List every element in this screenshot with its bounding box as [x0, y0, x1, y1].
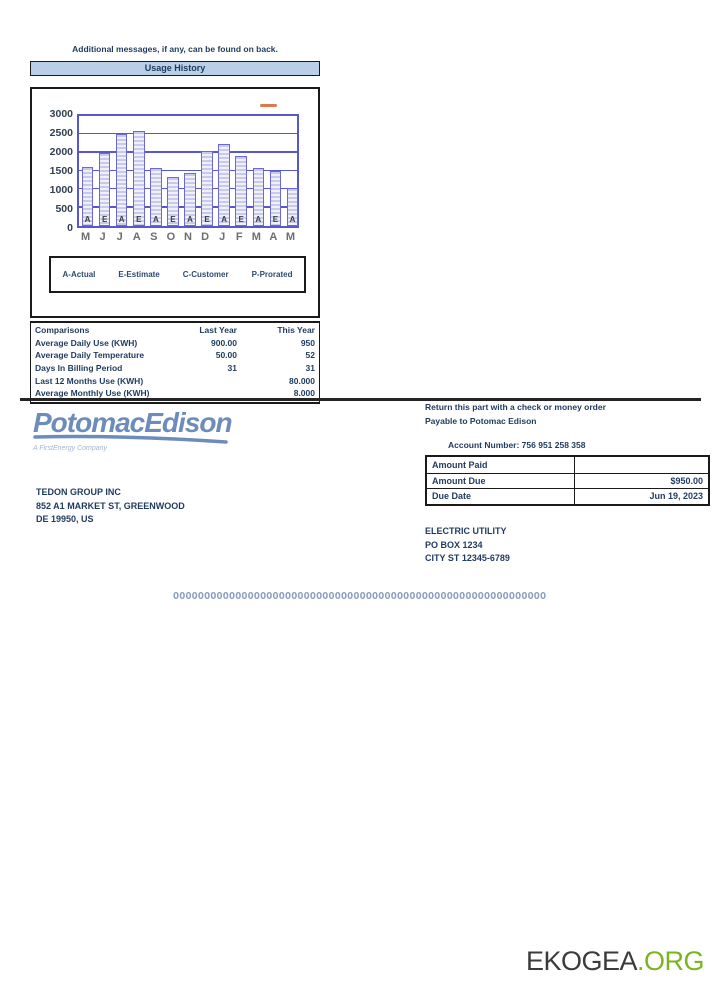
reading-code-label: A	[84, 215, 91, 224]
usage-bar	[184, 173, 196, 226]
chart-x-axis	[77, 231, 299, 245]
table-row	[31, 337, 319, 350]
reading-code-label: A	[187, 215, 193, 224]
y-tick-label: 0	[67, 222, 73, 234]
comparisons-header-this-year: This Year	[277, 325, 315, 336]
reading-code-label: A	[221, 215, 228, 224]
remit-instruction-1: Return this part with a check or money order	[425, 402, 606, 412]
amount-paid-row	[427, 457, 708, 473]
row-label: Average Daily Temperature	[35, 350, 145, 361]
gridline	[79, 133, 297, 135]
footer-brand	[526, 946, 704, 977]
y-tick-label: 1500	[49, 165, 73, 177]
row-this-year: 8.000	[293, 388, 315, 399]
usage-bar	[133, 131, 145, 226]
y-tick-label: 3000	[49, 108, 73, 120]
row-label: Average Daily Use (KWH)	[35, 337, 138, 348]
table-row	[31, 349, 319, 362]
row-last-year: 50.00	[215, 350, 237, 361]
x-tick-label: M	[285, 231, 296, 243]
row-this-year: 31	[305, 363, 315, 374]
logo-tagline: A FirstEnergy Company	[33, 445, 108, 452]
due-date-row	[427, 488, 708, 504]
row-this-year: 52	[305, 350, 315, 361]
row-label: Average Monthly Use (KWH)	[35, 388, 150, 399]
y-tick-label: 2500	[49, 127, 73, 139]
reading-code-label: E	[272, 215, 279, 224]
amount-due-row	[427, 473, 708, 489]
payee-po-box: PO BOX 1234	[425, 539, 483, 550]
y-tick-label: 500	[55, 203, 73, 215]
reading-code-label: A	[255, 215, 262, 224]
row-this-year: 80.000	[289, 375, 315, 386]
x-tick-label: M	[251, 231, 261, 243]
reading-code-label: E	[136, 215, 142, 224]
gridline	[79, 170, 297, 172]
payee-name: ELECTRIC UTILITY	[425, 526, 507, 536]
potomac-edison-logo	[33, 408, 253, 452]
gridline	[79, 151, 297, 153]
customer-street: 852 A1 MARKET ST, GREENWOOD	[36, 500, 185, 511]
x-tick-label: A	[132, 231, 141, 243]
back-message-text: Additional messages, if any, can be found on back.	[72, 44, 278, 54]
remit-instruction-2: Payable to Potomac Edison	[425, 416, 537, 426]
x-tick-label: D	[201, 231, 210, 243]
customer-name: TEDON GROUP INC	[36, 487, 121, 497]
usage-bar	[201, 151, 213, 226]
footer-brand-suffix: .ORG	[636, 946, 704, 976]
usage-bar	[150, 168, 162, 226]
x-tick-label: N	[184, 231, 192, 243]
chart-legend	[49, 256, 306, 293]
ocr-scanline: OOOOOOOOOOOOOOOOOOOOOOOOOOOOOOOOOOOOOOOOOOOOOOOOOOOOOOOOOOOO	[173, 591, 547, 602]
x-tick-label: M	[80, 231, 91, 243]
table-row	[31, 374, 319, 387]
usage-bar	[270, 171, 282, 226]
reading-code-label: A	[152, 215, 159, 224]
x-tick-label: O	[166, 231, 176, 243]
legend-item-prorated: P-Prorated	[251, 270, 293, 279]
row-label: Last 12 Months Use (KWH)	[35, 375, 144, 386]
x-tick-label: F	[235, 231, 243, 243]
usage-bar	[235, 156, 247, 226]
amount-due-value: $950.00	[670, 475, 703, 486]
legend-item-estimate: E-Estimate	[118, 270, 160, 279]
reading-code-label: E	[101, 215, 108, 224]
amount-paid-label: Amount Paid	[427, 457, 575, 473]
row-label: Days In Billing Period	[35, 363, 123, 374]
usage-history-header: Usage History	[30, 61, 320, 76]
y-tick-label: 1000	[49, 184, 73, 196]
usage-bar	[218, 144, 230, 227]
reading-code-label: E	[204, 215, 210, 224]
amount-due-label: Amount Due	[427, 474, 575, 489]
x-tick-label: J	[219, 231, 226, 243]
legend-item-actual: A-Actual	[62, 270, 96, 279]
payee-city: CITY ST 12345-6789	[425, 553, 510, 563]
usage-history-chart	[30, 87, 320, 318]
payee-address	[425, 525, 510, 566]
logo-wordmark: PotomacEdison	[33, 407, 232, 438]
usage-bar	[116, 134, 128, 226]
comparisons-header-label: Comparisons	[35, 325, 90, 336]
usage-bar	[253, 168, 265, 226]
reading-code-label: E	[170, 215, 176, 224]
row-this-year: 950	[300, 337, 315, 348]
account-number: Account Number: 756 951 258 358	[448, 440, 586, 450]
usage-bar	[99, 153, 111, 226]
x-tick-label: J	[116, 231, 123, 243]
chart-plot-area	[77, 114, 299, 228]
comparisons-header-row	[31, 324, 319, 337]
comparisons-table	[30, 321, 320, 404]
x-tick-label: J	[99, 231, 106, 243]
usage-bar	[82, 167, 94, 226]
reading-code-label: A	[289, 215, 296, 224]
x-tick-label: A	[269, 231, 278, 243]
table-row	[31, 362, 319, 375]
comparisons-header-last-year: Last Year	[199, 325, 237, 336]
due-date-value: Jun 19, 2023	[649, 491, 703, 502]
section-divider	[20, 398, 701, 401]
x-tick-label: S	[150, 231, 158, 243]
customer-address	[36, 486, 185, 527]
y-tick-label: 2000	[49, 146, 73, 158]
reading-code-label: A	[118, 215, 125, 224]
footer-brand-name: EKOGEA	[525, 946, 637, 976]
legend-item-customer: C-Customer	[182, 270, 229, 279]
customer-city: DE 19950, US	[36, 514, 94, 524]
usage-bar	[167, 177, 179, 227]
usage-bar	[287, 188, 299, 227]
chart-marker-dash	[260, 104, 277, 107]
reading-code-label: E	[238, 215, 244, 224]
row-last-year: 31	[227, 363, 237, 374]
row-last-year: 900.00	[211, 337, 237, 348]
amount-table	[425, 455, 710, 506]
due-date-label: Due Date	[427, 489, 575, 504]
